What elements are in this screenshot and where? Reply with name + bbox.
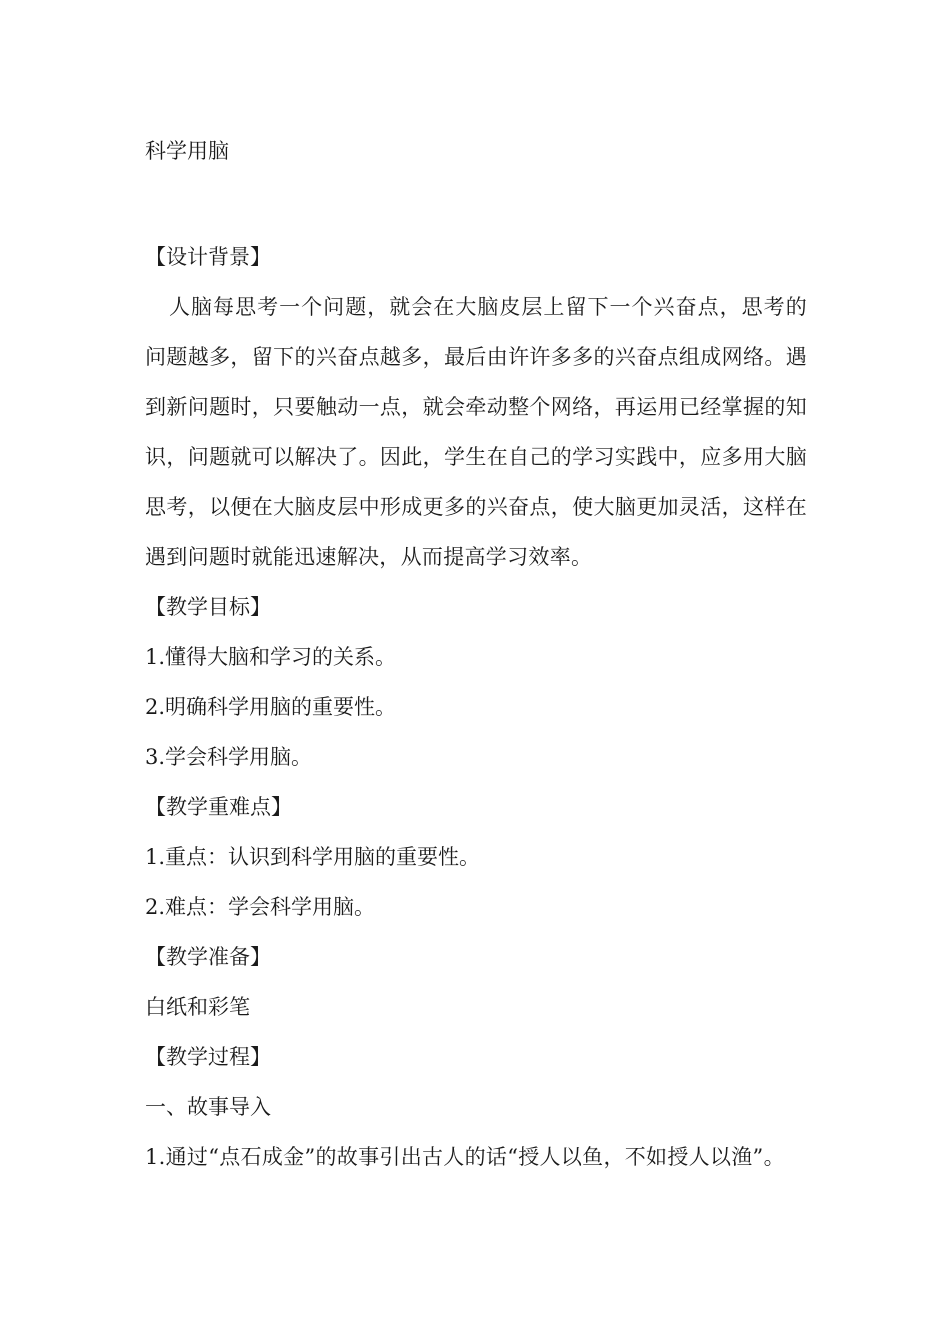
heading-teaching-process: 【教学过程】	[145, 1045, 271, 1069]
process-subheading: 一、故事导入	[145, 1095, 271, 1119]
heading-teaching-preparation: 【教学准备】	[145, 945, 271, 969]
preparation-text: 白纸和彩笔	[145, 995, 250, 1019]
document-title: 科学用脑	[145, 139, 229, 163]
heading-key-difficult-points: 【教学重难点】	[145, 795, 292, 819]
document-body	[145, 133, 807, 1182]
background-paragraph: 人脑每思考一个问题，就会在大脑皮层上留下一个兴奋点，思考的问题越多，留下的兴奋点越多，最后由许许多多的兴奋点组成网络。遇到新问题时，只要触动一点，就会牵动整个网络，再运用已经掌握的知识，问题就可以解决了。因此，学生在自己的学习实践中，应多用大脑思考，以便在大脑皮层中形成更多的兴奋点，使大脑更加灵活，这样在遇到问题时就能迅速解决，从而提高学习效率。	[145, 295, 807, 569]
objective-item-3: 3.学会科学用脑。	[145, 745, 313, 769]
objective-item-2: 2.明确科学用脑的重要性。	[145, 695, 397, 719]
key-point-item-2: 2.难点：学会科学用脑。	[145, 895, 376, 919]
key-point-item-1: 1.重点：认识到科学用脑的重要性。	[145, 845, 481, 869]
objective-item-1: 1.懂得大脑和学习的关系。	[145, 645, 397, 669]
heading-design-background: 【设计背景】	[145, 245, 271, 269]
heading-teaching-objectives: 【教学目标】	[145, 595, 271, 619]
process-item-1: 1.通过“点石成金”的故事引出古人的话“授人以鱼，不如授人以渔”。	[145, 1145, 785, 1169]
